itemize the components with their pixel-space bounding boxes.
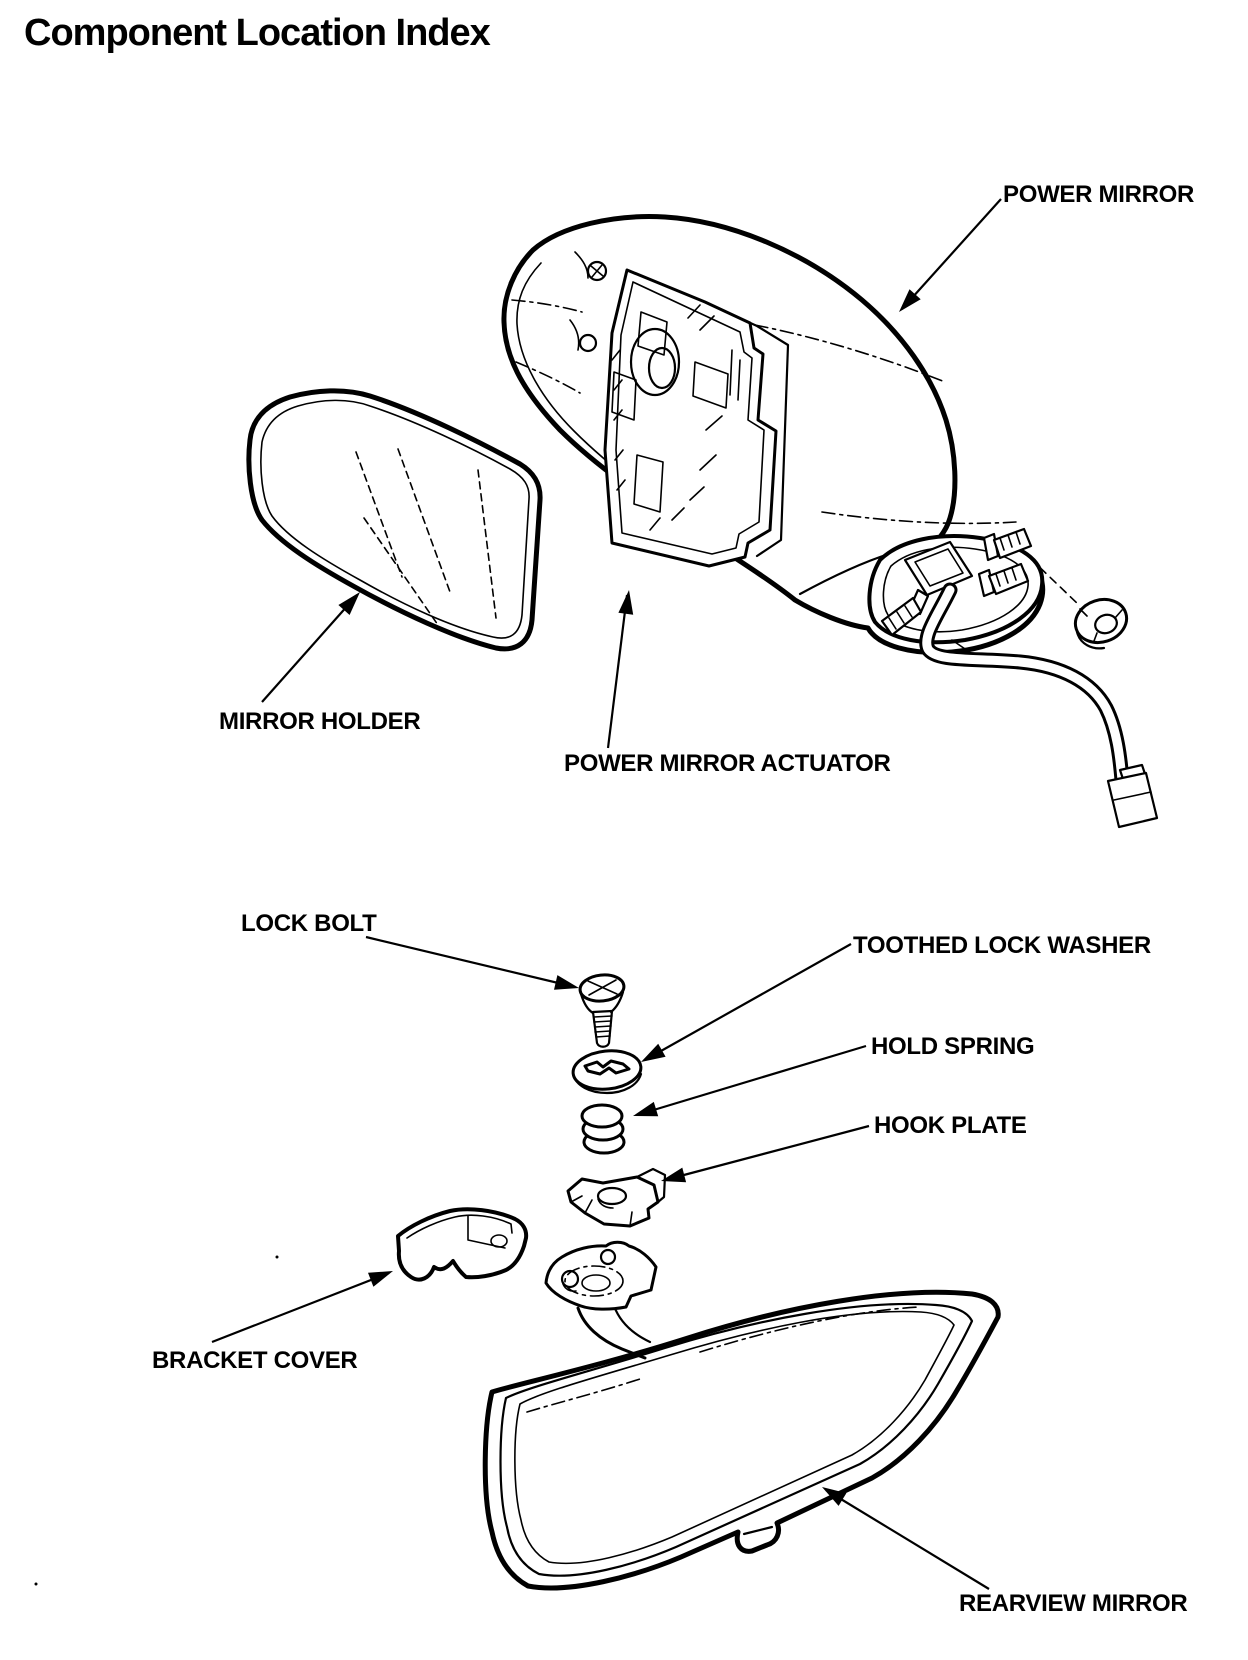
label-power-mirror: POWER MIRROR <box>1003 181 1195 208</box>
mirror-holder-drawing <box>249 391 540 649</box>
lock-bolt-drawing <box>579 973 625 1047</box>
leader-rearview-mirror <box>822 1487 989 1589</box>
label-hook-plate: HOOK PLATE <box>874 1112 1027 1139</box>
leader-lock-bolt <box>366 937 579 990</box>
mirror-base-drawing <box>869 529 1080 642</box>
leader-power-mirror <box>899 199 1001 312</box>
label-lock-bolt: LOCK BOLT <box>241 910 377 937</box>
mounting-nut-drawing <box>1070 593 1132 649</box>
toothed-lock-washer-drawing <box>571 1048 643 1093</box>
label-power-mirror-actuator: POWER MIRROR ACTUATOR <box>564 750 891 777</box>
leader-hook-plate <box>661 1126 869 1182</box>
page-title: Component Location Index <box>24 12 490 54</box>
leader-toothed-lock-washer <box>641 944 851 1062</box>
leader-power-mirror-actuator <box>608 590 633 748</box>
label-bracket-cover: BRACKET COVER <box>152 1347 358 1374</box>
leader-bracket-cover <box>212 1271 393 1342</box>
hold-spring-drawing <box>582 1105 624 1153</box>
leader-mirror-holder <box>262 592 360 702</box>
page-speck <box>35 1583 38 1586</box>
label-toothed-lock-washer: TOOTHED LOCK WASHER <box>853 932 1151 959</box>
label-mirror-holder: MIRROR HOLDER <box>219 708 421 735</box>
label-hold-spring: HOLD SPRING <box>871 1033 1035 1060</box>
leader-hold-spring <box>633 1046 866 1116</box>
label-rearview-mirror: REARVIEW MIRROR <box>959 1590 1188 1617</box>
mirror-stay-drawing <box>546 1242 656 1358</box>
bracket-cover-drawing <box>276 1209 527 1279</box>
hook-plate-drawing <box>568 1169 665 1226</box>
rearview-mirror-drawing <box>485 1292 998 1588</box>
